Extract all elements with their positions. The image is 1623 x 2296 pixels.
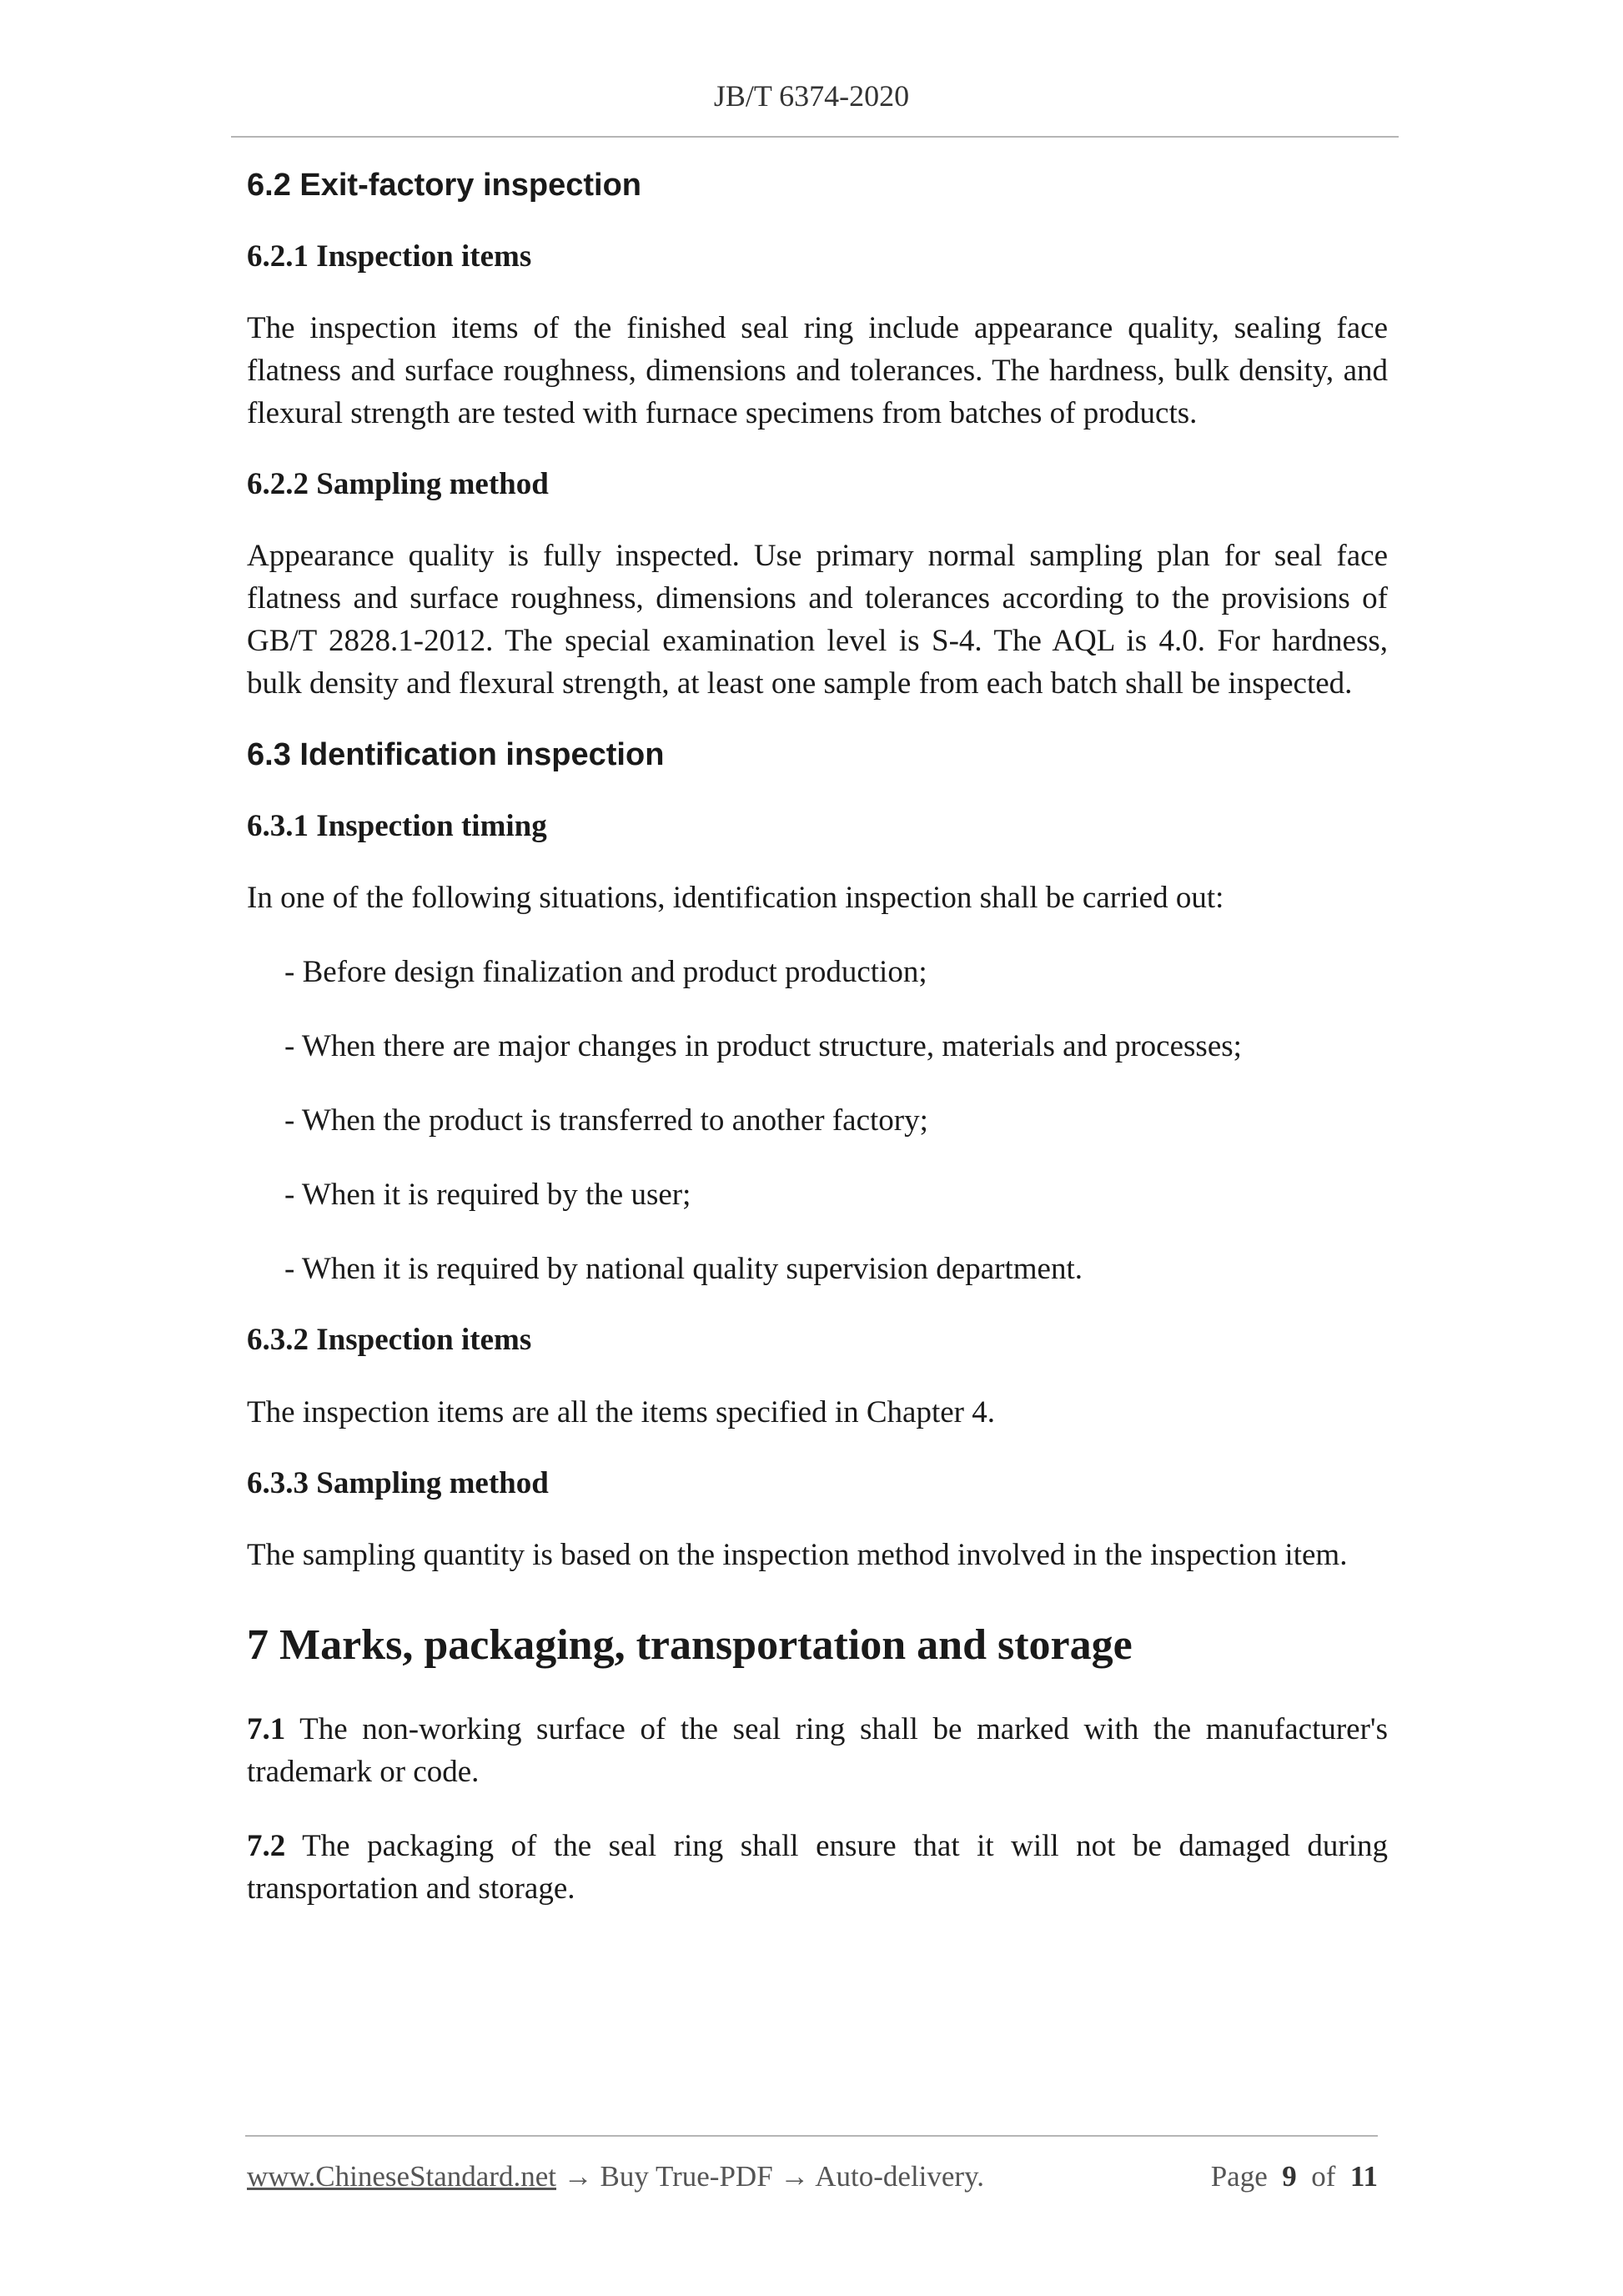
clause-7-2: [247, 1825, 1388, 1910]
arrow-right-icon: →: [780, 2160, 810, 2193]
chapter-7-heading: 7 Marks, packaging, transportation and storage: [247, 1621, 1133, 1670]
clause-7-1-text: The non-working surface of the seal ring shall be marked with the manufacturer's trademark or code.: [247, 1711, 1388, 1789]
header-divider: [231, 136, 1399, 138]
clause-7-2-number: 7.2: [247, 1828, 286, 1863]
page-header: JB/T 6374-2020: [713, 79, 910, 113]
website-link[interactable]: www.ChineseStandard.net: [247, 2160, 556, 2193]
delivery-text: Auto-delivery.: [815, 2160, 985, 2193]
list-item: - Before design finalization and product production;: [284, 955, 927, 990]
section-6-3-1-intro: In one of the following situations, identification inspection shall be carried out:: [247, 881, 1224, 916]
clause-7-2-text: The packaging of the seal ring shall ensure that it will not be damaged during transportation and storage.: [247, 1828, 1388, 1906]
section-6-2-2-paragraph: Appearance quality is fully inspected. Use primary normal sampling plan for seal face flatness and surface roughness, dimensions and tolerances according to the provisions of GB/T 2828.1-2012. The special examination level is S-4. The AQL is 4.0. For hardness, bulk density and flexural strength, at least one sample from each batch shall be inspected.: [247, 539, 1388, 701]
section-6-2-2-heading: 6.2.2 Sampling method: [247, 466, 549, 501]
buy-pdf-text: Buy True-PDF: [600, 2160, 773, 2193]
section-6-2-1-paragraph: The inspection items of the finished seal ring include appearance quality, sealing face flatness and surface roughness, dimensions and tolerances. The hardness, bulk density, and flexural strength are tested with furnace specimens from batches of products.: [247, 310, 1388, 430]
section-6-3-1-heading: 6.3.1 Inspection timing: [247, 808, 547, 843]
current-page: 9: [1282, 2160, 1297, 2193]
section-6-2-1-heading: 6.2.1 Inspection items: [247, 239, 532, 274]
section-6-3-heading: 6.3 Identification inspection: [247, 737, 665, 773]
list-item: - When it is required by the user;: [284, 1178, 691, 1213]
clause-7-1: [247, 1708, 1388, 1793]
list-item: - When it is required by national quality supervision department.: [284, 1252, 1083, 1287]
section-6-3-2-heading: 6.3.2 Inspection items: [247, 1323, 532, 1358]
section-6-3-2-paragraph: The inspection items are all the items specified in Chapter 4.: [247, 1394, 995, 1429]
page-word: Page: [1210, 2160, 1268, 2193]
list-item: - When the product is transferred to another factory;: [284, 1103, 928, 1138]
clause-7-1-number: 7.1: [247, 1711, 286, 1746]
section-6-3-3-paragraph: The sampling quantity is based on the inspection method involved in the inspection item.: [247, 1538, 1348, 1573]
arrow-right-icon: →: [563, 2160, 593, 2193]
total-pages: 11: [1349, 2160, 1378, 2193]
of-word: of: [1311, 2160, 1336, 2193]
section-6-2-heading: 6.2 Exit-factory inspection: [247, 168, 642, 203]
page-content: [247, 167, 1388, 1910]
footer-divider: [245, 2135, 1378, 2137]
footer-promo: [247, 2160, 984, 2193]
list-item: - When there are major changes in product structure, materials and processes;: [284, 1029, 1242, 1064]
section-6-3-3-heading: 6.3.3 Sampling method: [247, 1465, 549, 1500]
page-number: [1211, 2160, 1378, 2193]
